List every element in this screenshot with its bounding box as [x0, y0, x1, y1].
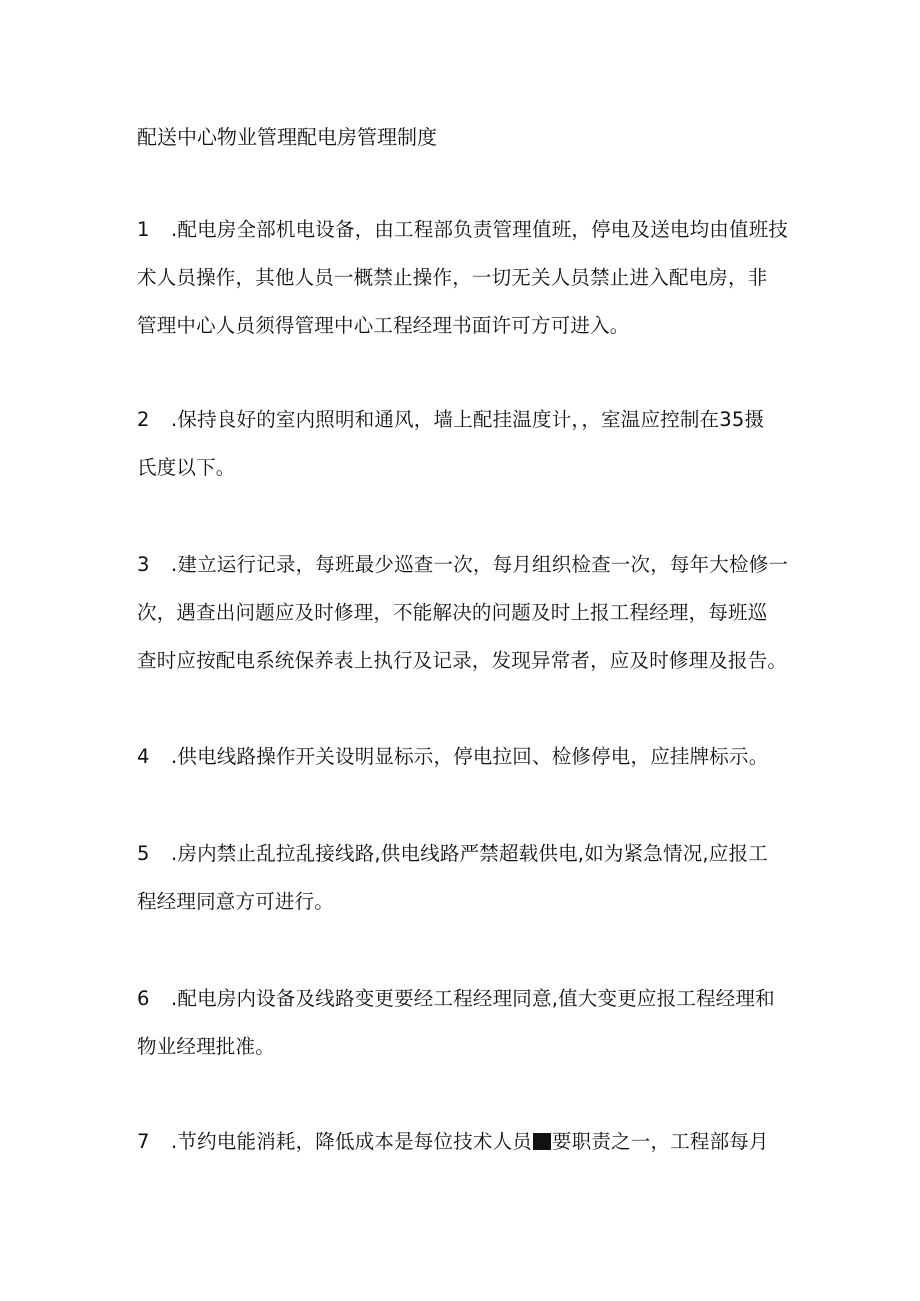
rule-line: 术人员操作，其他人员一概禁止操作，一切无关人员禁止进入配电房，非 — [137, 266, 768, 289]
rule-item-7 — [137, 1124, 797, 1172]
rule-line — [137, 739, 797, 787]
rule-line — [137, 547, 797, 595]
rule-number: 7 — [137, 1130, 150, 1153]
rule-line — [137, 212, 797, 260]
rule-number: 4 — [137, 745, 150, 768]
rule-item-3 — [137, 547, 797, 691]
rule-text: .配电房内设备及线路变更要经工程经理同意,值大变更应报工程经理和 — [171, 987, 775, 1010]
rule-line: 次，遇查出问题应及时修理，不能解决的问题及时上报工程经理，每班巡 — [137, 601, 768, 624]
rule-item-1 — [137, 212, 797, 356]
rule-line: 查时应按配电系统保养表上执行及记录，发现异常者，应及时修理及报告。 — [137, 649, 788, 672]
rule-text: 要职责之一，工程部每月 — [552, 1130, 769, 1153]
rule-number: 6 — [137, 987, 150, 1010]
rule-text: .房内禁止乱拉乱接线路,供电线路严禁超载供电,如为紧急情况,应报工 — [171, 842, 768, 865]
rule-line — [137, 981, 797, 1029]
rule-text: .配电房全部机电设备，由工程部负责管理值班，停电及送电均由值班技 — [171, 218, 789, 241]
rule-text: .供电线路操作开关设明显标示，停电拉回、检修停电，应挂牌标示。 — [171, 745, 769, 768]
rule-line — [137, 402, 797, 450]
rule-item-6 — [137, 981, 797, 1077]
rule-item-4 — [137, 739, 797, 787]
rule-item-5 — [137, 836, 797, 932]
rule-line: 物业经理批准。 — [137, 1035, 275, 1058]
rule-line — [137, 836, 797, 884]
rule-number: 5 — [137, 842, 150, 865]
rule-line — [137, 1124, 797, 1172]
rule-text: .节约电能消耗，降低成本是每位技术人员 — [171, 1130, 532, 1153]
rule-text: .保持良好的室内照明和通风，墙上配挂温度计，，室温应控制在35摄 — [171, 408, 765, 431]
rule-number: 3 — [137, 553, 150, 576]
rule-number: 2 — [137, 408, 150, 431]
rule-line: 管理中心人员须得管理中心工程经理书面许可方可进入。 — [137, 314, 630, 337]
rule-item-2 — [137, 402, 797, 498]
rule-line: 氏度以下。 — [137, 456, 236, 479]
document-title: 配送中心物业管理配电房管理制度 — [137, 125, 437, 149]
rule-number: 1 — [137, 218, 150, 241]
redacted-character-block — [533, 1133, 551, 1150]
rule-line: 程经理同意方可进行。 — [137, 890, 335, 913]
rule-text: .建立运行记录，每班最少巡查一次，每月组织检查一次，每年大检修一 — [171, 553, 789, 576]
